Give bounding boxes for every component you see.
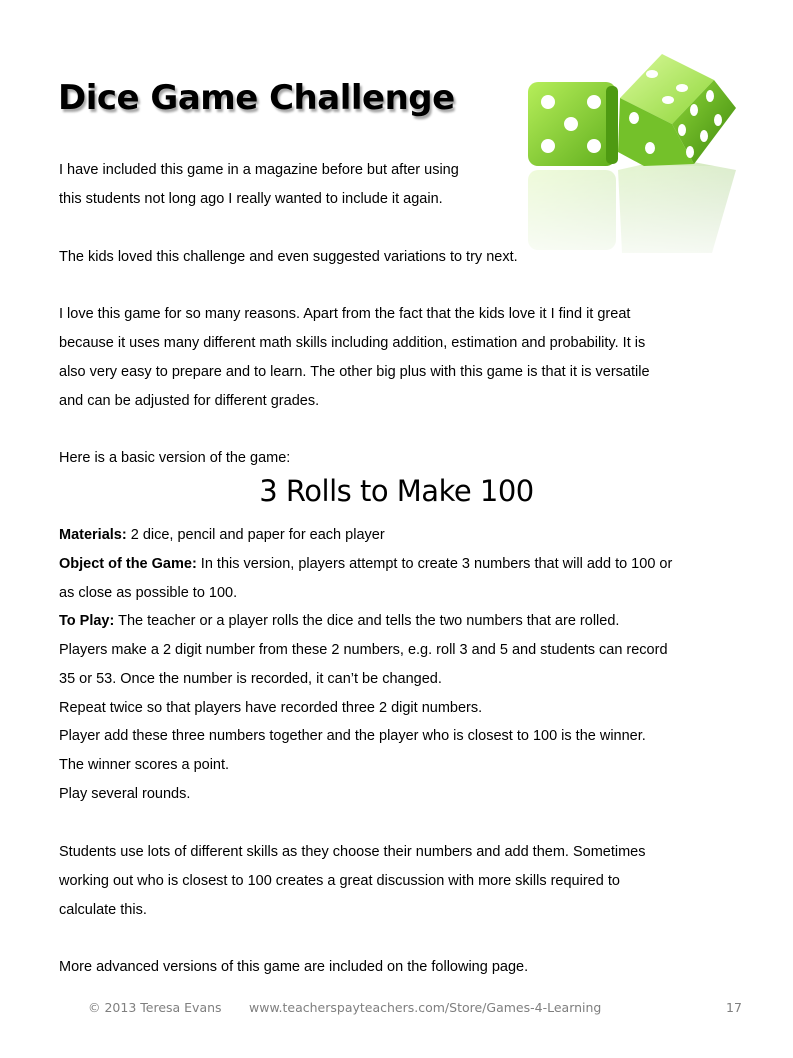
materials-text: 2 dice, pencil and paper for each player: [126, 527, 385, 543]
closing-line: calculate this.: [59, 902, 147, 918]
intro-paragraph-2: The kids loved this challenge and even suggested variations to try next.: [59, 249, 518, 265]
object-line-2: as close as possible to 100.: [59, 585, 238, 601]
play-text: The teacher or a player rolls the dice and tells the two numbers that are rolled.: [114, 613, 620, 629]
object-text: In this version, players attempt to create 3 numbers that will add to 100 or: [196, 556, 673, 572]
object-label: Object of the Game:: [59, 556, 197, 572]
closing-line: Students use lots of different skills as they choose their numbers and add them. Sometimes: [59, 844, 646, 860]
intro-line-1: I have included this game in a magazine before but after using: [59, 162, 459, 178]
materials-line: [59, 521, 749, 550]
closing-paragraph-2: More advanced versions of this game are included on the following page.: [59, 959, 529, 975]
materials-label: Materials:: [59, 527, 127, 543]
intro-paragraph-3-line: I love this game for so many reasons. Apart from the fact that the kids love it I find it great: [59, 306, 631, 322]
intro-paragraph-3-line: because it uses many different math skills including addition, estimation and probability. It is: [59, 335, 646, 351]
step-line: Player add these three numbers together and the player who is closest to 100 is the winner.: [59, 728, 646, 744]
intro-line-2: this students not long ago I really wanted to include it again.: [59, 191, 443, 207]
step-line: Repeat twice so that players have recorded three 2 digit numbers.: [59, 700, 483, 716]
intro-paragraph-4: Here is a basic version of the game:: [59, 450, 291, 466]
intro-paragraph-3-line: and can be adjusted for different grades.: [59, 393, 320, 409]
play-label: To Play:: [59, 613, 115, 629]
page-title: Dice Game Challenge: [58, 78, 455, 118]
step-line: 35 or 53. Once the number is recorded, it can’t be changed.: [59, 671, 442, 687]
intro-paragraph-3-line: also very easy to prepare and to learn. The other big plus with this game is that it is versatile: [59, 364, 650, 380]
footer-page-number: 17: [726, 1000, 742, 1015]
footer-copyright: © 2013 Teresa Evans: [88, 1000, 222, 1015]
footer-url: www.teacherspayteachers.com/Store/Games-4-Learning: [249, 1000, 602, 1015]
closing-line: working out who is closest to 100 creates a great discussion with more skills required to: [59, 873, 620, 889]
step-line: Players make a 2 digit number from these 2 numbers, e.g. roll 3 and 5 and students can record: [59, 642, 668, 658]
play-line: [59, 607, 749, 636]
game-title: 3 Rolls to Make 100: [259, 474, 534, 508]
object-line: [59, 550, 749, 579]
step-line: The winner scores a point.: [59, 757, 230, 773]
step-line: Play several rounds.: [59, 786, 191, 802]
